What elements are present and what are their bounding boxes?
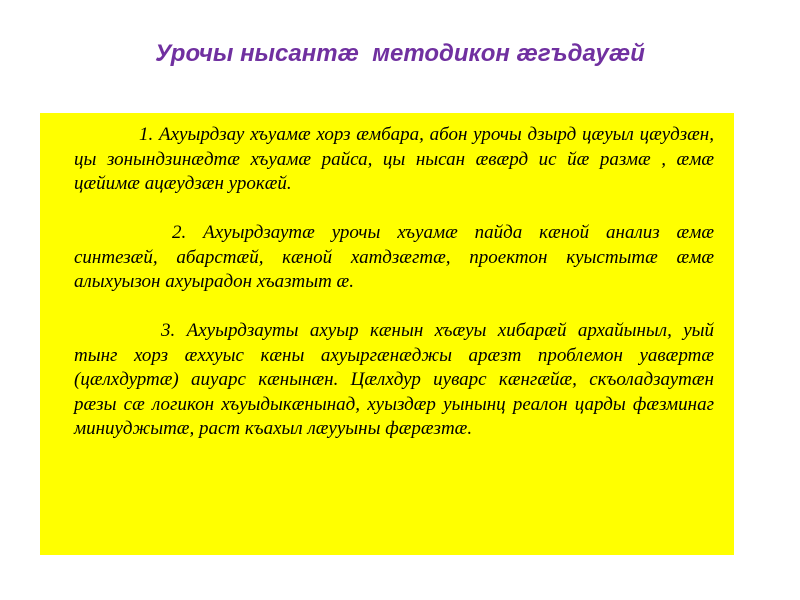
paragraph-3: 3. Ахуырдзауты ахуыр кæнын хъæуы хибарæй архайыныл, уый тынг хорз æххуыс кæны ахуыргæнæджы арæзт проблемон уавæртæ (цæлхдуртæ) аиуарс кæнынæн. Цæлхдур иуварс кæнгæйæ, скъоладзаутæн рæзы сæ логикон хъуыдыкæнынад, хуыздæр уынынц реалон царды фæзминаг миниуджытæ, раст къахыл лæууыны фæрæзтæ.	[74, 320, 714, 439]
content-box	[40, 113, 734, 555]
paragraph-1: 1. Ахуырдзау хъуамæ хорз æмбара, абон урочы дзырд цæуыл цæудзæн, цы зонындзинæдтæ хъуамæ райса, цы нысан æвæрд ис йæ размæ , æмæ цæйимæ ацæудзæн урокæй.	[74, 124, 714, 194]
paragraph-2: 2. Ахуырдзаутæ урочы хъуамæ пайда кæной анализ æмæ синтезæй, абарстæй, кæной хатдзæгтæ, проектон куыстытæ æмæ алыхуызон ахуырадон хъазтыт æ.	[74, 222, 714, 292]
slide-title: Урочы нысантæ методикон æгъдауæй	[155, 40, 645, 67]
